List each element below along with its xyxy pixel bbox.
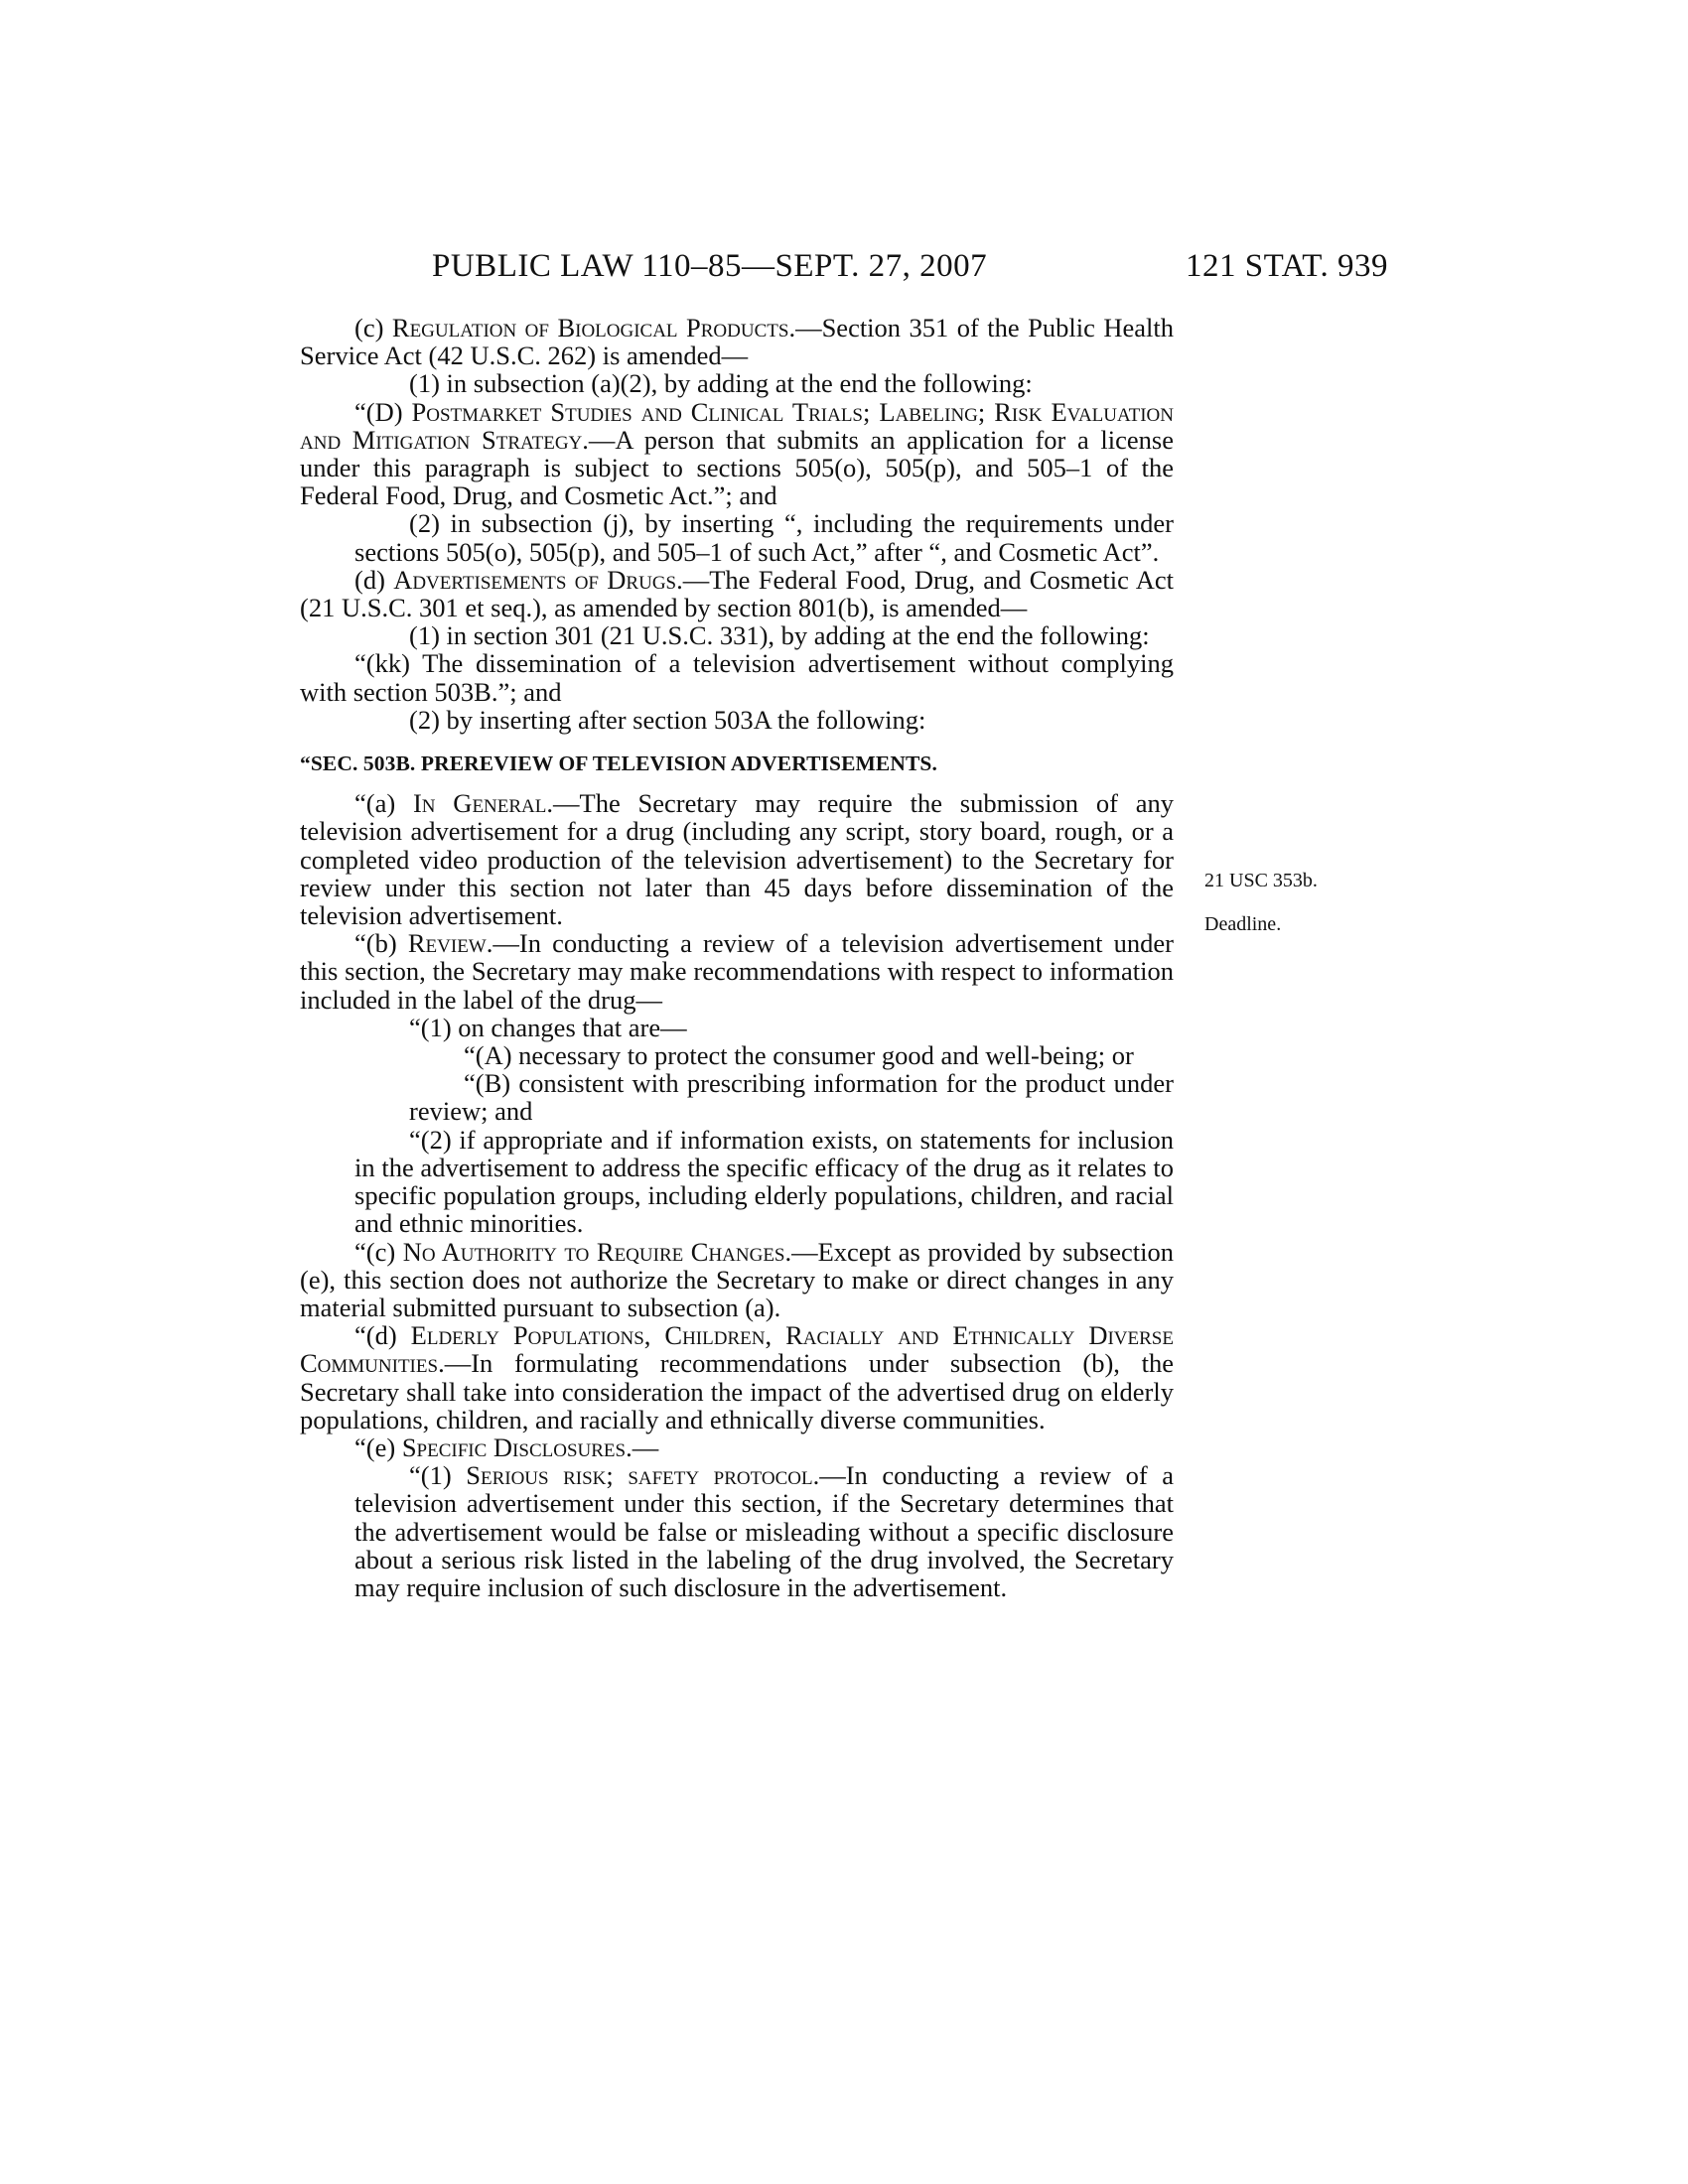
paragraph-heading: Regulation of Biological Products (391, 313, 789, 342)
paragraph-c-d (300, 398, 1174, 510)
paragraph-label: “(a) (354, 788, 413, 819)
paragraph-text: .—Except as provided by subsection (e), this section does not authorize the Secretary to make or direct changes in any material submitted pursuant to subsection (a). (300, 1236, 1174, 1322)
paragraph-b2: “(2) if appropriate and if information exists, on statements for inclusion in the advertisement to address the specific efficacy of the drug as it relates to specific population groups, including elderly populations, children, and racial and ethnic minorities. (354, 1124, 1174, 1239)
paragraph-b1: “(1) on changes that are— (409, 1012, 687, 1042)
running-head: PUBLIC LAW 110–85—SEPT. 27, 2007 (432, 248, 988, 284)
section-heading: “SEC. 503B. PREREVIEW OF TELEVISION ADVERTISEMENTS. (300, 751, 937, 776)
paragraph-text: .—In conducting a review of a television advertisement under this section, the Secretary may make recommendations with respect to information included in the label of the drug— (300, 928, 1175, 1015)
paragraph-heading: Specific Disclosures (401, 1432, 627, 1462)
paragraph-d2: (2) by inserting after section 503A the following: (409, 704, 926, 735)
paragraph-e1 (300, 1461, 1174, 1601)
paragraph-text: .—A person that submits an application for a license under this paragraph is subject to sections 505(o), 505(p), and 505–1 of the Federal Food, Drug, and Cosmetic Act.”; and (300, 424, 1174, 511)
paragraph-c1: (1) in subsection (a)(2), by adding at the end the following: (409, 368, 1033, 399)
paragraph-heading: Advertisements of Drugs (393, 564, 677, 595)
paragraph-cc (300, 1238, 1174, 1322)
paragraph-text: .—The Secretary may require the submission of any television advertisement for a drug (including any script, story board, rough, or a completed video production of the television advertisement) to the Secretary for review under this section not later than 45 days before dissemination of the television advertisement. (300, 788, 1174, 931)
paragraph-e (300, 1433, 1174, 1461)
paragraph-label: “(1) (409, 1460, 467, 1491)
paragraph-text: .—In conducting a review of a television advertisement under this section, if the Secretary determines that the advertisement would be false or misleading without a specific disclosure about a serious risk listed in the labeling of the drug involved, the Secretary may require inclusion of such disclosure in the advertisement. (354, 1460, 1174, 1602)
paragraph-heading: In General (412, 788, 547, 819)
paragraph-label: (c) (354, 313, 392, 342)
paragraph-heading: No Authority to Require Changes (402, 1236, 785, 1267)
document-body (300, 314, 1174, 1601)
paragraph-b (300, 929, 1174, 1014)
paragraph-heading: Review (407, 928, 487, 959)
paragraph-text: .—Section 351 of the Public Health Service Act (42 U.S.C. 262) is amended— (300, 313, 1174, 371)
paragraph-d (300, 566, 1174, 621)
paragraph-label: “(d) (354, 1320, 411, 1351)
paragraph-text: .—In formulating recommendations under subsection (b), the Secretary shall take into consideration the impact of the advertised drug on elderly populations, children, and racially and ethnically diverse communities. (300, 1348, 1174, 1434)
paragraph-c (300, 314, 1174, 369)
paragraph-heading: Elderly Populations, Children, Racially and Ethnically Diverse Communities (300, 1320, 1174, 1379)
paragraph-label: “(D) (354, 396, 412, 427)
paragraph-d1: (1) in section 301 (21 U.S.C. 331), by adding at the end the following: (409, 620, 1150, 651)
paragraph-c2: (2) in subsection (j), by inserting “, including the requirements under sections 505(o), 505(p), and 505–1 of such Act,” after “, and Cosmetic Act”. (354, 508, 1174, 567)
paragraph-dd (300, 1321, 1174, 1433)
paragraph-label: “(b) (354, 928, 408, 959)
paragraph-kk: “(kk) The dissemination of a television advertisement without complying with section 503B.”; and (300, 648, 1174, 707)
paragraph-text: .— (626, 1432, 659, 1462)
page-number: 121 STAT. 939 (1185, 248, 1388, 284)
paragraph-label: (d) (354, 564, 394, 595)
paragraph-a (300, 789, 1174, 929)
margin-note-usc: 21 USC 353b. (1204, 870, 1318, 891)
page-header (298, 248, 1390, 288)
paragraph-label: “(c) (354, 1236, 403, 1267)
paragraph-b1-a: “(A) necessary to protect the consumer good and well-being; or (464, 1040, 1134, 1071)
paragraph-label: “(e) (354, 1432, 402, 1462)
paragraph-heading: Postmarket Studies and Clinical Trials; Labeling; Risk Evaluation and Mitigation Strategy (300, 396, 1174, 455)
margin-note-deadline: Deadline. (1204, 913, 1282, 935)
paragraph-b1-b: “(B) consistent with prescribing information for the product under review; and (409, 1068, 1174, 1127)
paragraph-heading: Serious risk; safety protocol (466, 1460, 813, 1491)
paragraph-text: .—The Federal Food, Drug, and Cosmetic Act (21 U.S.C. 301 et seq.), as amended by section 801(b), is amended— (300, 564, 1174, 623)
